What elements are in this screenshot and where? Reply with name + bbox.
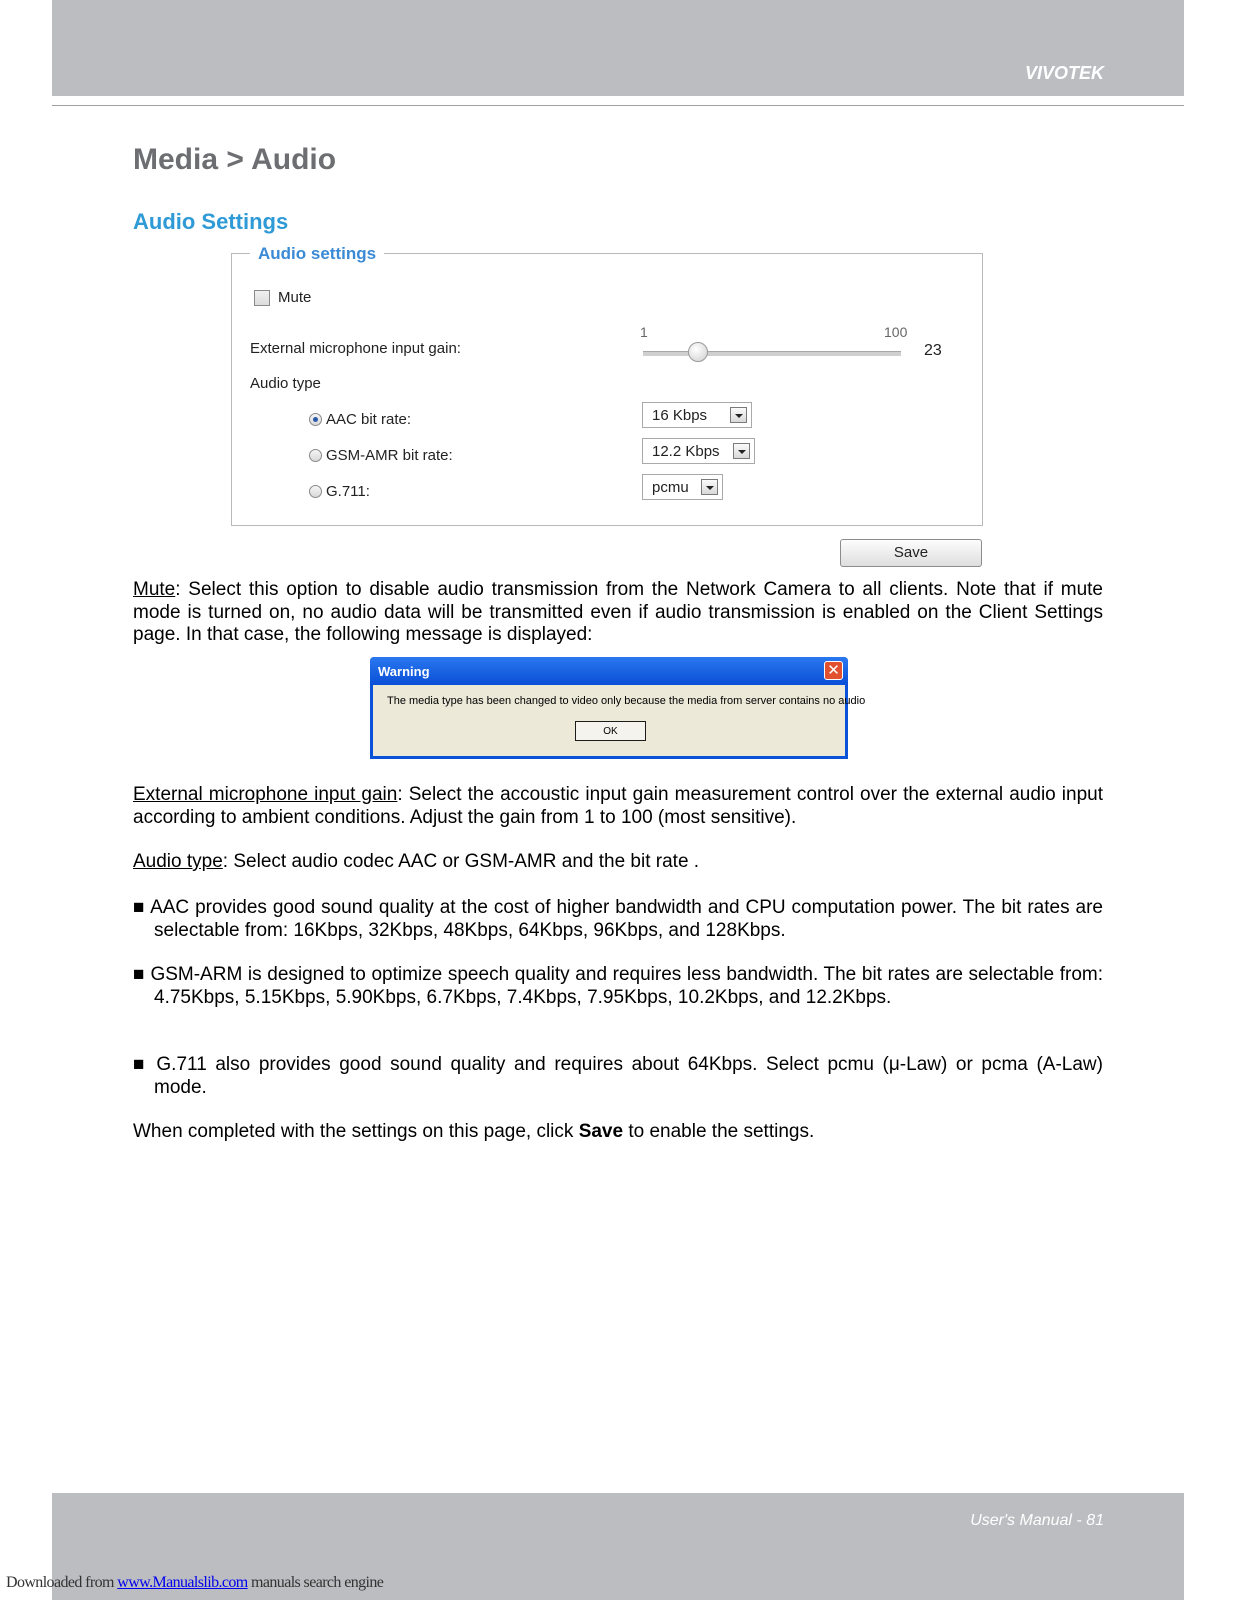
gsm-amr-label: GSM-AMR bit rate: bbox=[326, 447, 453, 464]
dialog-ok-button[interactable]: OK bbox=[575, 721, 646, 741]
download-suffix: manuals search engine bbox=[247, 1574, 384, 1591]
gsm-amr-radio[interactable] bbox=[309, 449, 322, 462]
aac-bitrate-value: 16 Kbps bbox=[652, 407, 708, 424]
save-button[interactable]: Save bbox=[840, 539, 982, 567]
audio-type-label: Audio type bbox=[250, 375, 321, 392]
audio-type-description: : Select audio codec AAC or GSM-AMR and the bit rate . bbox=[222, 851, 700, 872]
bullet-aac: ■ AAC provides good sound quality at the cost of higher bandwidth and CPU computation power. The bit rates are selectable from: 16Kbps, 32Kbps, 48Kbps, 64Kbps, 96Kbps, and 128Kbps. bbox=[133, 897, 1103, 941]
mute-label: Mute bbox=[278, 289, 312, 306]
manualslib-link[interactable]: www.Manualslib.com bbox=[117, 1574, 248, 1591]
download-prefix: Downloaded from bbox=[6, 1574, 118, 1591]
bullet-g711: ■ G.711 also provides good sound quality and requires about 64Kbps. Select pcmu (μ-Law) or pcma (A-Law) mode. bbox=[133, 1054, 1103, 1098]
mute-description: : Select this option to disable audio transmission from the Network Camera to all clients. Note that if mute mode is turned on, no audio data will be transmitted even if audio transmission is enabled on the Client Settings page. In that case, the following message is displayed: bbox=[133, 579, 1103, 645]
dialog-message: The media type has been changed to video only because the media from server contains no audio bbox=[387, 695, 866, 707]
header-divider bbox=[52, 105, 1184, 106]
gain-term: External microphone input gain bbox=[133, 784, 398, 805]
gain-value: 23 bbox=[924, 342, 942, 359]
brand-name: VIVOTEK bbox=[1024, 63, 1104, 83]
closing-before: When completed with the settings on this page, click bbox=[133, 1121, 579, 1142]
panel-legend: Audio settings bbox=[250, 244, 384, 264]
g711-mode-value: pcmu bbox=[652, 479, 689, 496]
audio-settings-panel bbox=[231, 253, 983, 526]
g711-radio[interactable] bbox=[309, 485, 322, 498]
aac-label: AAC bit rate: bbox=[326, 411, 412, 428]
footer-page-label: User's Manual - 81 bbox=[970, 1512, 1104, 1529]
dialog-title: Warning bbox=[378, 664, 430, 679]
page-title: Media > Audio bbox=[133, 143, 337, 176]
aac-bitrate-select[interactable] bbox=[642, 402, 752, 428]
bullet-gsm: ■ GSM-ARM is designed to optimize speech quality and requires less bandwidth. The bit rates are selectable from: 4.75Kbps, 5.15Kbps, 5.90Kbps, 6.7Kbps, 7.4Kbps, 7.95Kbps, 10.2Kbps, and 12.2Kbps. bbox=[133, 964, 1103, 1008]
chevron-down-icon bbox=[701, 479, 718, 495]
mute-paragraph bbox=[133, 579, 1103, 647]
closing-save-term: Save bbox=[578, 1121, 624, 1142]
gain-max-label: 100 bbox=[884, 324, 908, 340]
mute-term: Mute bbox=[133, 579, 176, 600]
aac-radio[interactable] bbox=[309, 413, 322, 426]
header-band bbox=[52, 0, 1184, 96]
gain-label: External microphone input gain: bbox=[250, 340, 461, 357]
gsm-amr-bitrate-value: 12.2 Kbps bbox=[652, 443, 720, 460]
gain-description: : Select the accoustic input gain measurement control over the external audio input according to ambient conditions. Adjust the gain from 1 to 100 (most sensitive). bbox=[133, 784, 1104, 828]
audio-type-paragraph bbox=[133, 851, 1103, 874]
mute-checkbox[interactable] bbox=[254, 290, 270, 306]
gain-slider-thumb[interactable] bbox=[688, 342, 708, 362]
gain-slider-track[interactable] bbox=[643, 351, 901, 356]
closing-paragraph bbox=[133, 1121, 1103, 1144]
audio-type-term: Audio type bbox=[133, 851, 223, 872]
dialog-body bbox=[373, 685, 866, 756]
g711-label: G.711: bbox=[326, 483, 370, 500]
dialog-title-bar bbox=[370, 657, 848, 685]
g711-mode-select[interactable] bbox=[642, 474, 723, 500]
chevron-down-icon bbox=[733, 443, 750, 459]
closing-after: to enable the settings. bbox=[623, 1121, 815, 1142]
close-icon[interactable]: ✕ bbox=[824, 661, 843, 680]
gain-paragraph bbox=[133, 784, 1103, 829]
gsm-amr-bitrate-select[interactable] bbox=[642, 438, 755, 464]
download-note bbox=[6, 1574, 383, 1592]
section-title: Audio Settings bbox=[133, 209, 289, 234]
gain-min-label: 1 bbox=[640, 324, 648, 340]
warning-dialog bbox=[370, 657, 866, 759]
chevron-down-icon bbox=[730, 407, 747, 423]
